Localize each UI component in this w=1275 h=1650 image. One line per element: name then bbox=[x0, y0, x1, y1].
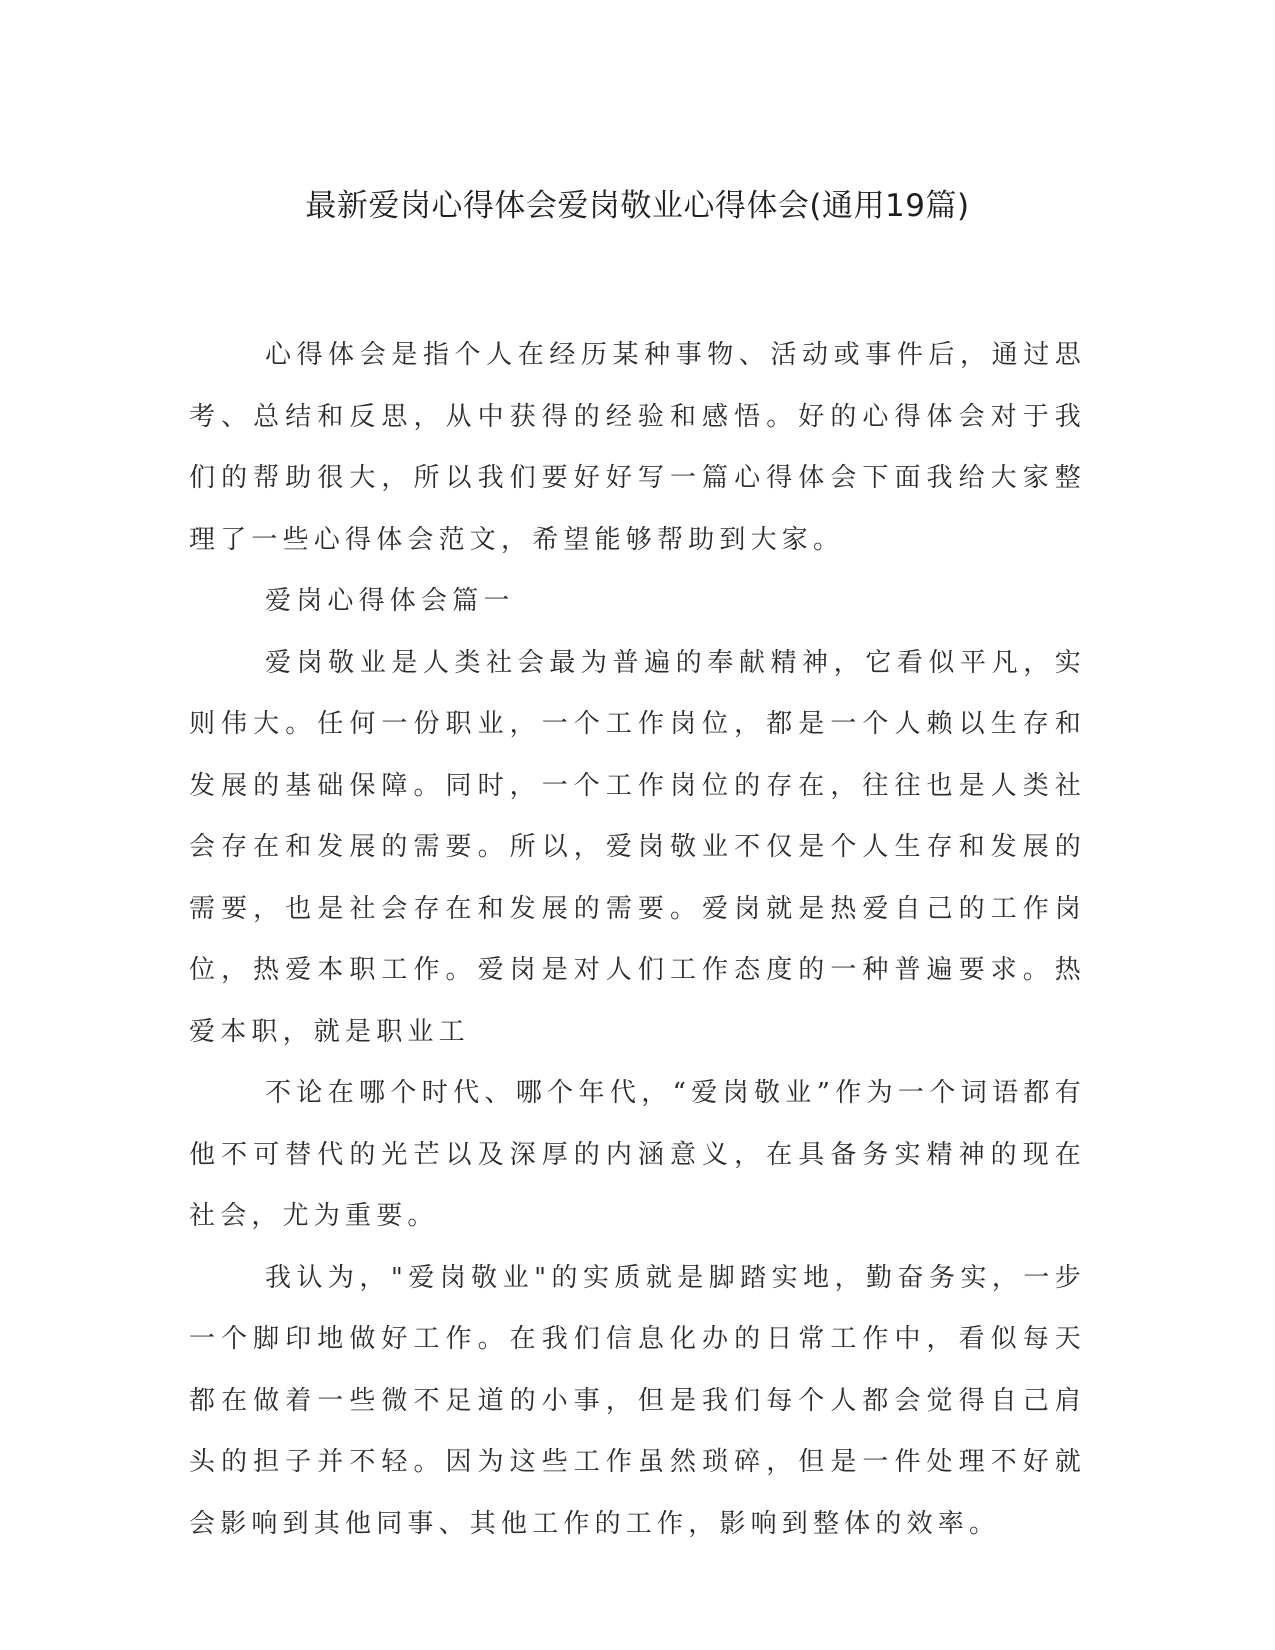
document-body bbox=[189, 325, 1086, 1555]
paragraph-2: 不论在哪个时代、哪个年代，“爱岗敬业”作为一个词语都有他不可替代的光芒以及深厚的内涵意义，在具备务实精神的现在社会，尤为重要。 bbox=[189, 1078, 1086, 1231]
document-title: 最新爱岗心得体会爱岗敬业心得体会(通用19篇) bbox=[305, 188, 970, 224]
section-heading: 爱岗心得体会篇一 bbox=[265, 586, 515, 616]
paragraph-1: 爱岗敬业是人类社会最为普遍的奉献精神，它看似平凡，实则伟大。任何一份职业，一个工作岗位，都是一个人赖以生存和发展的基础保障。同时，一个工作岗位的存在，往往也是人类社会存在和发展的需要。所以，爱岗敬业不仅是个人生存和发展的需要，也是社会存在和发展的需要。爱岗就是热爱自己的工作岗位，热爱本职工作。爱岗是对人们工作态度的一种普遍要求。热爱本职，就是职业工 bbox=[189, 647, 1086, 1047]
paragraph-intro: 心得体会是指个人在经历某种事物、活动或事件后，通过思考、总结和反思，从中获得的经验和感悟。好的心得体会对于我们的帮助很大，所以我们要好好写一篇心得体会下面我给大家整理了一些心得体会范文，希望能够帮助到大家。 bbox=[189, 340, 1086, 555]
paragraph-3: 我认为，"爱岗敬业"的实质就是脚踏实地，勤奋务实，一步一个脚印地做好工作。在我们信息化办的日常工作中，看似每天都在做着一些微不足道的小事，但是我们每个人都会觉得自己肩头的担子并不轻。因为这些工作虽然琐碎，但是一件处理不好就会影响到其他同事、其他工作的工作，影响到整体的效率。 bbox=[189, 1262, 1086, 1539]
